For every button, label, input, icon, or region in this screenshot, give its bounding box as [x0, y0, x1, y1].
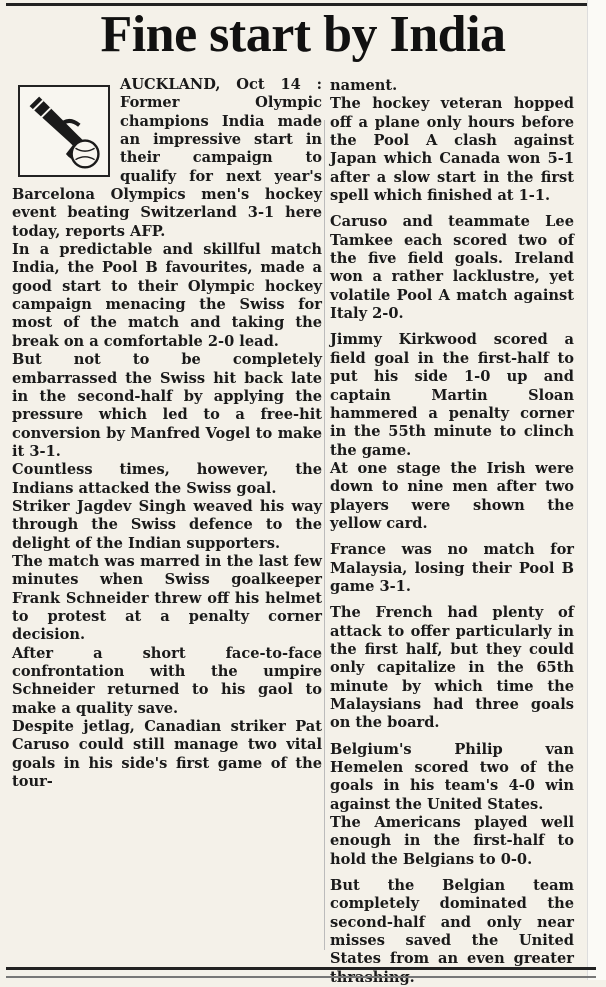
paragraph: But not to be completely embarrassed the Swiss hit back late in the second-half by applying the pressure which led to a free-hit conversion by Manfred Vogel to make it 3-1.: [12, 351, 322, 460]
paragraph: nament.: [330, 77, 398, 94]
paragraph: Belgium's Philip van Hemelen scored two of the goals in his team's 4-0 win against the United States.: [330, 740, 574, 813]
paragraph: Jimmy Kirkwood scored a field goal in the first-half to put his side 1-0 up and captain Martin Sloan hammered a penalty corner in the 55th minute to clinch the game.: [330, 331, 574, 459]
paragraph: Caruso and teammate Lee Tamkee each scored two of the five field goals. Ireland won a rather lacklustre, yet volatile Pool A match against Italy 2-0.: [330, 213, 574, 323]
paragraph: Striker Jagdev Singh weaved his way through the Swiss defence to the delight of the Indian supporters.: [12, 497, 322, 552]
paragraph: The French had plenty of attack to offer particularly in the first half, but they could only capitalize in the 65th minute by which time the Malaysians had three goals on the board.: [330, 604, 574, 732]
paragraph: The hockey veteran hopped off a plane only hours before the Pool A clash against Japan which Canada won 5-1 after a slow start in the first spell which finished at 1-1.: [330, 95, 574, 205]
paragraph: At one stage the Irish were down to nine men after two players were shown the yellow card.: [330, 459, 574, 532]
paragraph: After a short face-to-face confrontation with the umpire Schneider returned to his gaol to make a quality save.: [12, 644, 322, 717]
hockey-stick-and-ball-icon: [18, 85, 110, 177]
page-margin: [587, 0, 606, 980]
bottom-rule: [6, 967, 596, 970]
paragraph: The match was marred in the last few minutes when Swiss goalkeeper Frank Schneider threw off his helmet to protest at a penalty corner decision.: [12, 552, 322, 644]
paragraph: But the Belgian team completely dominated the second-half and only near misses saved the United States from an even greater: [330, 877, 574, 968]
paragraph: The Americans played well enough in the first-half to hold the Belgians to 0-0.: [330, 814, 574, 868]
bottom-rule-thin: [6, 976, 596, 978]
paragraph: Countless times, however, the Indians attacked the Swiss goal.: [12, 461, 322, 497]
column-divider: [324, 120, 325, 950]
left-column: [12, 76, 322, 791]
right-column: [330, 77, 574, 987]
paragraph: Despite jetlag, Canadian striker Pat Caruso could still manage two vital goals in his side's first game of the tour-: [12, 718, 322, 791]
paragraph: AUCKLAND, Oct 14 : Former Olympic champions India made an impressive start in their campaign to qualify for next year's Barcelona Olympics men's hockey event beating Switzerland 3-1 here today, reports AFP.: [12, 76, 322, 240]
headline: Fine start by India: [100, 6, 506, 63]
paragraph: France was no match for Malaysia, losing their Pool B game 3-1.: [330, 541, 574, 595]
paragraph: In a predictable and skillful match India, the Pool B favourites, made a good start to their Olympic hockey campaign menacing the Swiss for most of the match and taking the break on a comfortable 2-0 lead.: [12, 241, 322, 350]
